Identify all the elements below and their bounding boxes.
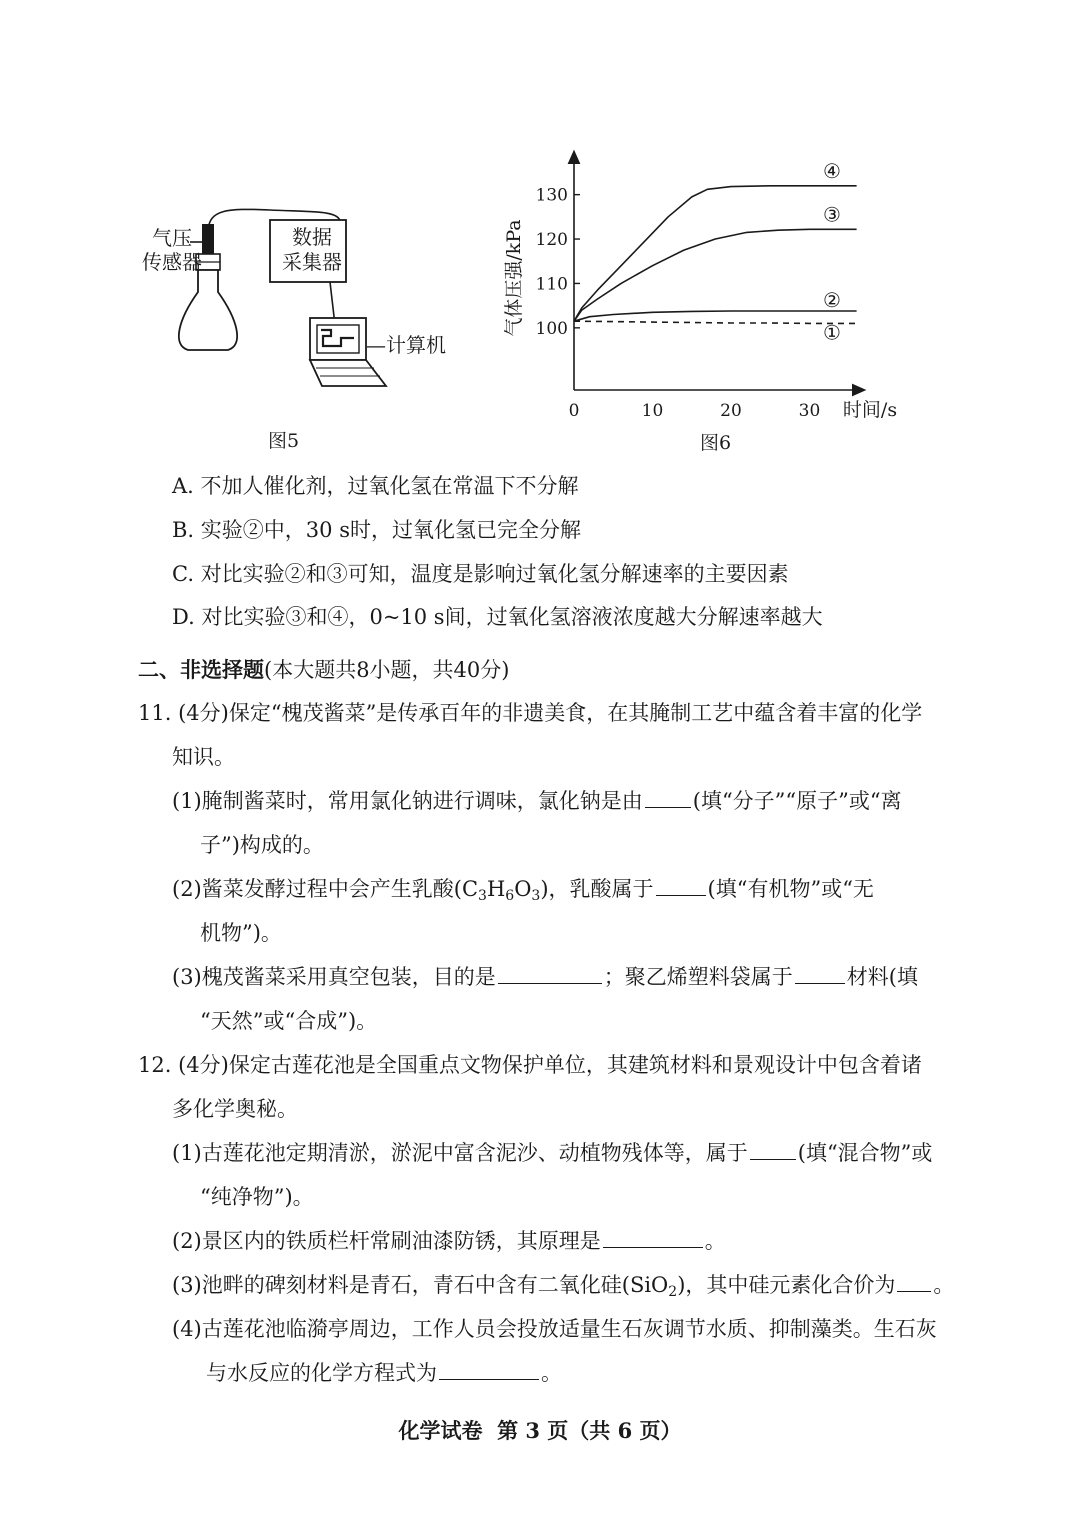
answer-blank[interactable]	[750, 1141, 796, 1160]
x-tick-label: 10	[641, 401, 664, 421]
q11-stem-line1: (4分)保定“槐茂酱菜”是传承百年的非遗美食，在其腌制工艺中蕴含着丰富的化学	[178, 701, 923, 725]
q11-part2	[172, 874, 874, 911]
formula-part: O	[514, 877, 532, 901]
series-line-②	[574, 311, 857, 321]
page-footer: 化学试卷 第 3 页（共 6 页）	[398, 1418, 682, 1443]
computer-label: —计算机	[366, 333, 446, 357]
q12-p4-text: 与水反应的化学方程式为	[206, 1361, 437, 1385]
q12-p2-end: 。	[704, 1229, 726, 1253]
q12-p1-text: (1)古莲花池定期清淤，淤泥中富含泥沙、动植物残体等，属于	[172, 1141, 748, 1165]
series-label: ①	[823, 320, 841, 345]
series-label: ②	[823, 287, 841, 312]
subscript: 2	[668, 1284, 678, 1300]
answer-blank[interactable]	[656, 877, 706, 896]
q11-p1-hint: (填“分子”“原子”或“离	[692, 789, 902, 813]
q12-p2-text: (2)景区内的铁质栏杆常刷油漆防锈，其原理是	[172, 1229, 601, 1253]
q11-p2-text2: )，乳酸属于	[540, 877, 654, 901]
option-text: 对比实验②和③可知，温度是影响过氧化氢分解速率的主要因素	[200, 562, 789, 586]
collector-label-line1: 数据	[292, 225, 332, 249]
subscript: 3	[478, 888, 487, 904]
q11-p3-text: (3)槐茂酱菜采用真空包装，目的是	[172, 965, 496, 989]
q12-part4: (4)古莲花池临漪亭周边，工作人员会投放适量生石灰调节水质、抑制藻类。生石灰	[172, 1317, 937, 1341]
option-letter: A.	[172, 474, 194, 498]
collector-label-line2: 采集器	[282, 250, 342, 274]
answer-blank[interactable]	[439, 1361, 539, 1380]
section-2-note: (本大题共8小题，共40分)	[264, 658, 510, 682]
y-tick-label: 130	[535, 185, 568, 206]
q12-p4-end: 。	[541, 1361, 562, 1385]
q11-p2-cont: 机物”)。	[200, 921, 282, 945]
question-number: 11.	[138, 701, 172, 725]
option-letter: B.	[172, 518, 195, 542]
section-2-title: 二、非选择题	[138, 657, 264, 682]
figure-6-caption: 图6	[700, 432, 732, 454]
q11-part3	[172, 962, 918, 992]
q11-stem	[138, 698, 922, 728]
q11-p3-cont: “天然”或“合成”)。	[200, 1009, 378, 1033]
y-tick-label: 100	[535, 318, 568, 339]
q11-p3-hint: 材料(填	[846, 965, 918, 989]
q12-part3	[172, 1270, 954, 1307]
sensor-label-line2: 传感器	[142, 250, 202, 274]
q11-p2-text: (2)酱菜发酵过程中会产生乳酸(C	[172, 877, 479, 901]
sensor-label	[142, 226, 202, 274]
subscript: 3	[531, 888, 541, 904]
option-b[interactable]	[172, 514, 581, 544]
q12-stem-line2: 多化学奥秘。	[172, 1097, 298, 1121]
q12-part1	[172, 1138, 932, 1168]
q12-p1-hint: (填“混合物”或	[797, 1141, 933, 1165]
option-letter: C.	[172, 562, 194, 586]
option-c[interactable]	[172, 558, 789, 588]
option-text: 实验②中，30 s时，过氧化氢已完全分解	[200, 518, 581, 542]
q11-p3-text2: ；聚乙烯塑料袋属于	[603, 965, 793, 989]
q12-part2	[172, 1226, 726, 1256]
option-d[interactable]	[172, 601, 823, 631]
formula-part: H	[486, 877, 506, 901]
option-a[interactable]	[172, 470, 579, 500]
option-letter: D.	[172, 605, 195, 629]
x-tick-label: 20	[720, 401, 742, 421]
answer-blank[interactable]	[603, 1229, 703, 1248]
x-axis-label: 时间/s	[842, 399, 898, 421]
y-tick-label: 110	[535, 274, 568, 295]
x-tick-label: 0	[568, 401, 580, 421]
option-text: 不加人催化剂，过氧化氢在常温下不分解	[200, 474, 579, 498]
y-axis-label: 气体压强/kPa	[503, 219, 525, 337]
q12-stem	[138, 1050, 922, 1080]
series-label: ④	[823, 158, 841, 183]
q12-p3-end: 。	[933, 1273, 955, 1297]
apparatus-drawing	[130, 180, 470, 410]
q12-stem-line1: (4分)保定古莲花池是全国重点文物保护单位，其建筑材料和景观设计中包含着诸	[178, 1053, 922, 1077]
answer-blank[interactable]	[897, 1273, 931, 1292]
q12-p3-text: (3)池畔的碑刻材料是青石，青石中含有二氧化硅(SiO	[172, 1273, 669, 1297]
question-number: 12.	[138, 1053, 172, 1077]
answer-blank[interactable]	[795, 965, 845, 984]
y-tick-label: 120	[535, 230, 568, 251]
series-line-①	[574, 321, 857, 323]
pressure-time-chart	[500, 148, 920, 428]
answer-blank[interactable]	[645, 789, 691, 808]
q12-p3-text2: )，其中硅元素化合价为	[677, 1273, 896, 1297]
series-label: ③	[823, 202, 841, 227]
figure-5-caption: 图5	[268, 430, 300, 452]
x-tick-label: 30	[798, 401, 821, 421]
q11-stem-line2: 知识。	[172, 745, 235, 769]
q12-p1-cont: “纯净物”)。	[200, 1185, 314, 1209]
series-line-③	[574, 229, 857, 321]
collector-label	[276, 225, 348, 275]
section-2-header	[138, 655, 509, 685]
q12-part4-cont	[206, 1358, 562, 1388]
q11-p1-cont: 子”)构成的。	[200, 833, 324, 857]
q11-p1-text: (1)腌制酱菜时，常用氯化钠进行调味，氯化钠是由	[172, 789, 643, 813]
q11-part1	[172, 786, 902, 816]
subscript: 6	[505, 888, 515, 904]
option-text: 对比实验③和④，0~10 s间，过氧化氢溶液浓度越大分解速率越大	[201, 605, 823, 629]
series-line-④	[574, 186, 857, 321]
q11-p2-hint: (填“有机物”或“无	[707, 877, 874, 901]
sensor-label-line1: 气压	[152, 226, 192, 250]
answer-blank[interactable]	[498, 965, 602, 984]
